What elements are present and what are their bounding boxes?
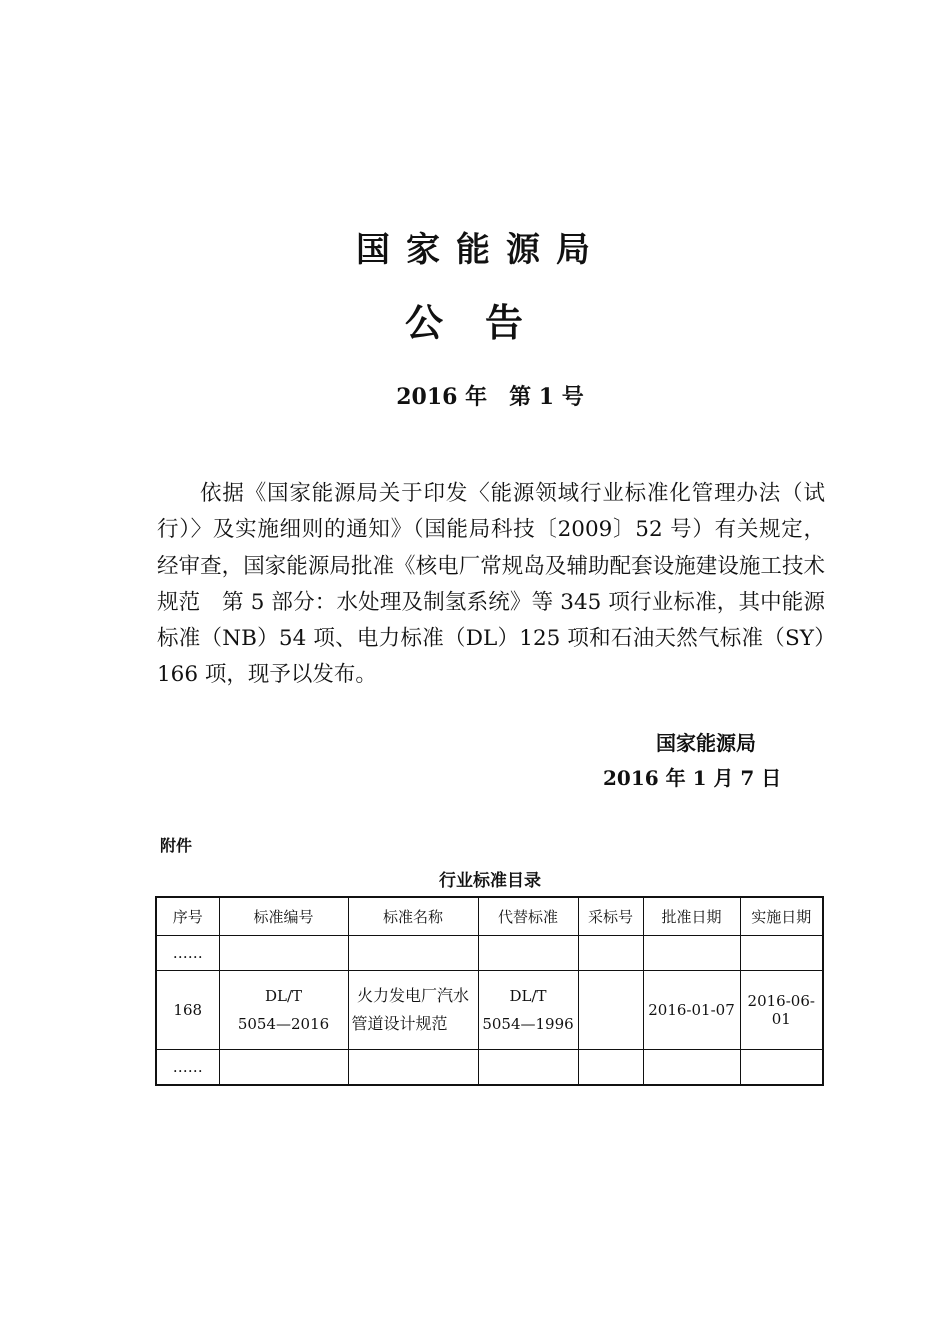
std-name-line2: 管道设计规范 <box>351 1014 448 1033</box>
cell-approval-date: 2016-01-07 <box>643 971 740 1050</box>
col-header-std-name: 标准名称 <box>348 897 478 936</box>
announcement-body <box>157 476 825 694</box>
cell-std-no <box>219 971 348 1050</box>
issue-date: 2016 年 1 月 7 日 <box>603 766 782 790</box>
doc-type-title: 公告 <box>404 301 565 345</box>
table-header-row <box>156 897 823 936</box>
replaces-line1: DL/T <box>509 987 547 1005</box>
issuer-name: 国家能源局 <box>656 731 756 755</box>
std-no-line1: DL/T <box>264 987 303 1005</box>
agency-title: 国家能源局 <box>356 230 606 270</box>
cell-seq: 168 <box>156 971 219 1050</box>
col-header-std-no: 标准编号 <box>219 897 348 936</box>
std-no-line2: 5054—2016 <box>237 1015 330 1033</box>
cell-replaces <box>478 971 578 1050</box>
std-name-line1: 火力发电厂汽水 <box>356 986 469 1005</box>
table-row-ellipsis <box>156 1050 823 1086</box>
body-paragraph: 依据《国家能源局关于印发〈能源领域行业标准化管理办法（试行）〉及实施细则的通知》（国能局科技〔2009〕52 号）有关规定，经审查，国家能源局批准《核电厂常规岛及辅助配套设施建设施工技术规范 第 5 部分：水处理及制氢系统》等 345 项行业标准，其中能源标准（NB）54 项、电力标准（DL）125 项和石油天然气标准（SY）166 项，现予以发布。 <box>157 481 825 688</box>
table-row-ellipsis <box>156 936 823 971</box>
attachment-label: 附件 <box>160 836 193 855</box>
standards-table <box>155 896 824 1086</box>
col-header-seq: 序号 <box>156 897 219 936</box>
cell-effective-date: 2016-06-01 <box>740 971 823 1050</box>
cell-adopted-no <box>578 971 643 1050</box>
replaces-line2: 5054—1996 <box>482 1015 574 1033</box>
col-header-replaces: 代替标准 <box>478 897 578 936</box>
table-title: 行业标准目录 <box>439 871 541 891</box>
table-row <box>156 971 823 1050</box>
ellipsis-cell: …… <box>156 1050 219 1086</box>
col-header-adopted-no: 采标号 <box>578 897 643 936</box>
doc-number: 2016 年 第 1 号 <box>396 384 584 410</box>
cell-std-name <box>348 971 478 1050</box>
ellipsis-cell: …… <box>156 936 219 971</box>
col-header-effective-date: 实施日期 <box>740 897 823 936</box>
col-header-approval-date: 批准日期 <box>643 897 740 936</box>
